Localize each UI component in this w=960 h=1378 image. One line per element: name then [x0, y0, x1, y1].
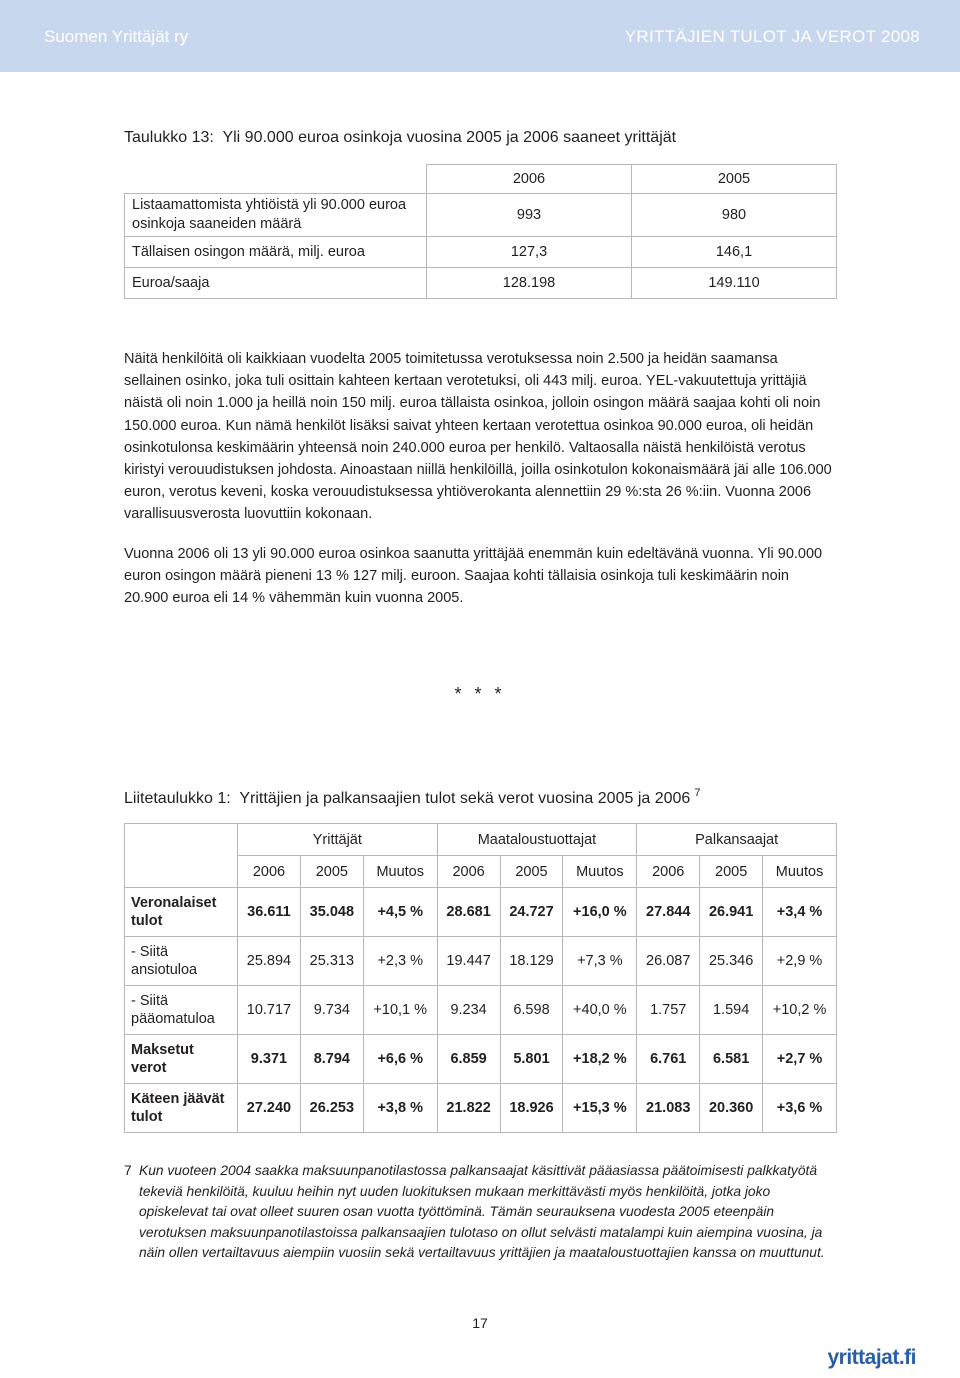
table13-row-label: Euroa/saaja	[125, 268, 427, 299]
appendix-cell: +10,2 %	[763, 986, 837, 1035]
appendix-title	[124, 787, 700, 808]
appendix-group-header: Yrittäjät	[238, 824, 438, 856]
appendix-cell: +2,9 %	[763, 937, 837, 986]
table13-cell: 980	[632, 194, 837, 237]
table13-year: 2006	[427, 165, 632, 194]
page-number: 17	[472, 1315, 488, 1331]
appendix-subheader: 2005	[500, 856, 563, 888]
page-header	[0, 0, 960, 72]
appendix-corner	[125, 824, 238, 888]
appendix-cell: +18,2 %	[563, 1035, 637, 1084]
appendix-cell: 26.941	[700, 888, 763, 937]
appendix-cell: 18.129	[500, 937, 563, 986]
appendix-cell: 25.313	[300, 937, 363, 986]
appendix-group-header: Palkansaajat	[637, 824, 837, 856]
appendix-cell: +2,7 %	[763, 1035, 837, 1084]
appendix-cell: 6.581	[700, 1035, 763, 1084]
table-row	[125, 237, 837, 268]
table13-year: 2005	[632, 165, 837, 194]
paragraph-1: Näitä henkilöitä oli kaikkiaan vuodelta 2005 toimitetussa verotuksessa noin 2.500 ja heidän saamansa sellainen osinko, joka tuli osittain kahteen kertaan verotetuksi, oli 443 milj. euroa. YEL-vakuutettuja yrittäjiä näistä oli noin 1.000 ja heillä noin 150 milj. euroa tällaista osinkoa, jolloin osingon määrä saajaa kohti oli noin 150.000 euroa. Kun nämä henkilöt lisäksi saivat yhteen kertaan verotettua osinkoa 90.000 euroa, oli heidän osinkotulonsa keskimäärin yhteensä noin 240.000 euroa per henkilö. Valtaosalla näistä henkilöistä verotus kiristyi verouudistuksen johdosta. Ainoastaan niillä henkilöillä, joilla osinkotulon kokonaismäärä jäi alle 106.000 euron, verotus keveni, koska verouudistuksessa yhtiöverokanta alennettiin 29 %:sta 26 %:iin. Vuonna 2006 varallisuusverosta luovuttiin kokonaan.	[124, 351, 832, 523]
footnote-number: 7	[124, 1163, 132, 1178]
header-org: Suomen Yrittäjät ry	[44, 27, 189, 46]
appendix-group-header-row	[125, 824, 837, 856]
table-row	[125, 194, 837, 237]
appendix-subheader: 2006	[637, 856, 700, 888]
appendix-cell: 1.757	[637, 986, 700, 1035]
appendix-cell: 9.371	[238, 1035, 301, 1084]
appendix-cell: +16,0 %	[563, 888, 637, 937]
appendix-cell: +40,0 %	[563, 986, 637, 1035]
appendix-row-label: - Siitä pääomatuloa	[125, 986, 238, 1035]
appendix-cell: 8.794	[300, 1035, 363, 1084]
appendix-row-label: Käteen jäävät tulot	[125, 1084, 238, 1133]
appendix-row-label: Veronalaiset tulot	[125, 888, 238, 937]
appendix-cell: 27.240	[238, 1084, 301, 1133]
appendix-cell: +3,8 %	[363, 1084, 437, 1133]
appendix-cell: +7,3 %	[563, 937, 637, 986]
appendix-cell: +3,4 %	[763, 888, 837, 937]
appendix-cell: 21.822	[437, 1084, 500, 1133]
appendix-cell: 24.727	[500, 888, 563, 937]
table13-row-label: Tällaisen osingon määrä, milj. euroa	[125, 237, 427, 268]
table13-corner	[125, 165, 427, 194]
appendix-subheader: 2005	[700, 856, 763, 888]
table13-header-row	[125, 165, 837, 194]
appendix-cell: 6.598	[500, 986, 563, 1035]
appendix-cell: +10,1 %	[363, 986, 437, 1035]
section-separator: * * *	[454, 684, 506, 704]
appendix-cell: +2,3 %	[363, 937, 437, 986]
appendix-cell: 26.087	[637, 937, 700, 986]
appendix-subheader: 2006	[437, 856, 500, 888]
footnote-ref: 7	[694, 787, 701, 799]
appendix-subheader: Muutos	[763, 856, 837, 888]
table13-cell: 993	[427, 194, 632, 237]
appendix-subheader: Muutos	[363, 856, 437, 888]
paragraph-2: Vuonna 2006 oli 13 yli 90.000 euroa osinkoa saanutta yrittäjää enemmän kuin edeltävänä vuonna. Yli 90.000 euron osingon määrä pieneni 13 % 127 milj. euroon. Saajaa kohti tällaisia osinkoja tuli keskimäärin noin 20.900 euroa eli 14 % vähemmän kuin vuonna 2005.	[124, 546, 823, 607]
footnote-text: Kun vuoteen 2004 saakka maksuunpanotilastossa palkansaajat käsittivät pääasiassa päätoimisesti palkkatyötä tekeviä henkilöitä, kuuluu heihin nyt uuden luokituksen mukaan merkittävästi myös henkilöitä, jotka joko opiskelevat tai ovat olleet suuren osan vuotta työttöminä. Tämän seurauksena vuodesta 2005 eteenpäin verotuksen maksuunpanotilastoissa palkansaajien tulotaso on ollut selvästi matalampi kuin aiempina vuosina, ja näin ollen vertailtavuus aiempiin vuosiin sekä vertailtavuus yrittäjien ja maataloustuottajien kanssa on muuttunut.	[139, 1163, 825, 1260]
appendix-cell: 6.761	[637, 1035, 700, 1084]
appendix-cell: 28.681	[437, 888, 500, 937]
appendix-cell: 35.048	[300, 888, 363, 937]
appendix-table	[124, 823, 837, 1133]
table-row	[125, 986, 837, 1035]
appendix-cell: +4,5 %	[363, 888, 437, 937]
appendix-cell: 9.734	[300, 986, 363, 1035]
table13-title-text: Yli 90.000 euroa osinkoja vuosina 2005 ja 2006 saaneet yrittäjät	[222, 129, 677, 146]
appendix-label: Liitetaulukko 1:	[124, 790, 231, 807]
appendix-cell: 20.360	[700, 1084, 763, 1133]
table13-row-label: Listaamattomista yhtiöistä yli 90.000 euroa osinkoja saaneiden määrä	[125, 194, 427, 237]
table13-title	[124, 129, 676, 147]
appendix-title-text: Yrittäjien ja palkansaajien tulot sekä verot vuosina 2005 ja 2006	[239, 790, 691, 807]
appendix-subheader: 2006	[238, 856, 301, 888]
footnote	[124, 1161, 839, 1264]
appendix-group-header: Maataloustuottajat	[437, 824, 637, 856]
appendix-cell: 10.717	[238, 986, 301, 1035]
table-row	[125, 268, 837, 299]
appendix-subheader: 2005	[300, 856, 363, 888]
table-row	[125, 937, 837, 986]
table13-label: Taulukko 13:	[124, 129, 214, 146]
appendix-cell: 6.859	[437, 1035, 500, 1084]
table13-cell: 127,3	[427, 237, 632, 268]
yrittajat-logo: yrittajat.fi	[827, 1346, 916, 1369]
appendix-row-label: Maksetut verot	[125, 1035, 238, 1084]
table-row	[125, 1035, 837, 1084]
appendix-cell: +6,6 %	[363, 1035, 437, 1084]
appendix-cell: 1.594	[700, 986, 763, 1035]
table13-cell: 149.110	[632, 268, 837, 299]
appendix-cell: 21.083	[637, 1084, 700, 1133]
appendix-subheader: Muutos	[563, 856, 637, 888]
appendix-cell: 25.346	[700, 937, 763, 986]
table13	[124, 164, 837, 299]
appendix-row-label: - Siitä ansiotuloa	[125, 937, 238, 986]
appendix-cell: 25.894	[238, 937, 301, 986]
appendix-cell: 9.234	[437, 986, 500, 1035]
table-row	[125, 1084, 837, 1133]
appendix-cell: 19.447	[437, 937, 500, 986]
appendix-cell: +15,3 %	[563, 1084, 637, 1133]
appendix-cell: 27.844	[637, 888, 700, 937]
appendix-cell: 36.611	[238, 888, 301, 937]
appendix-cell: +3,6 %	[763, 1084, 837, 1133]
table-row	[125, 888, 837, 937]
table13-cell: 128.198	[427, 268, 632, 299]
table13-cell: 146,1	[632, 237, 837, 268]
header-report-title: YRITTÄJIEN TULOT JA VEROT 2008	[624, 27, 920, 46]
appendix-cell: 18.926	[500, 1084, 563, 1133]
appendix-cell: 26.253	[300, 1084, 363, 1133]
appendix-cell: 5.801	[500, 1035, 563, 1084]
